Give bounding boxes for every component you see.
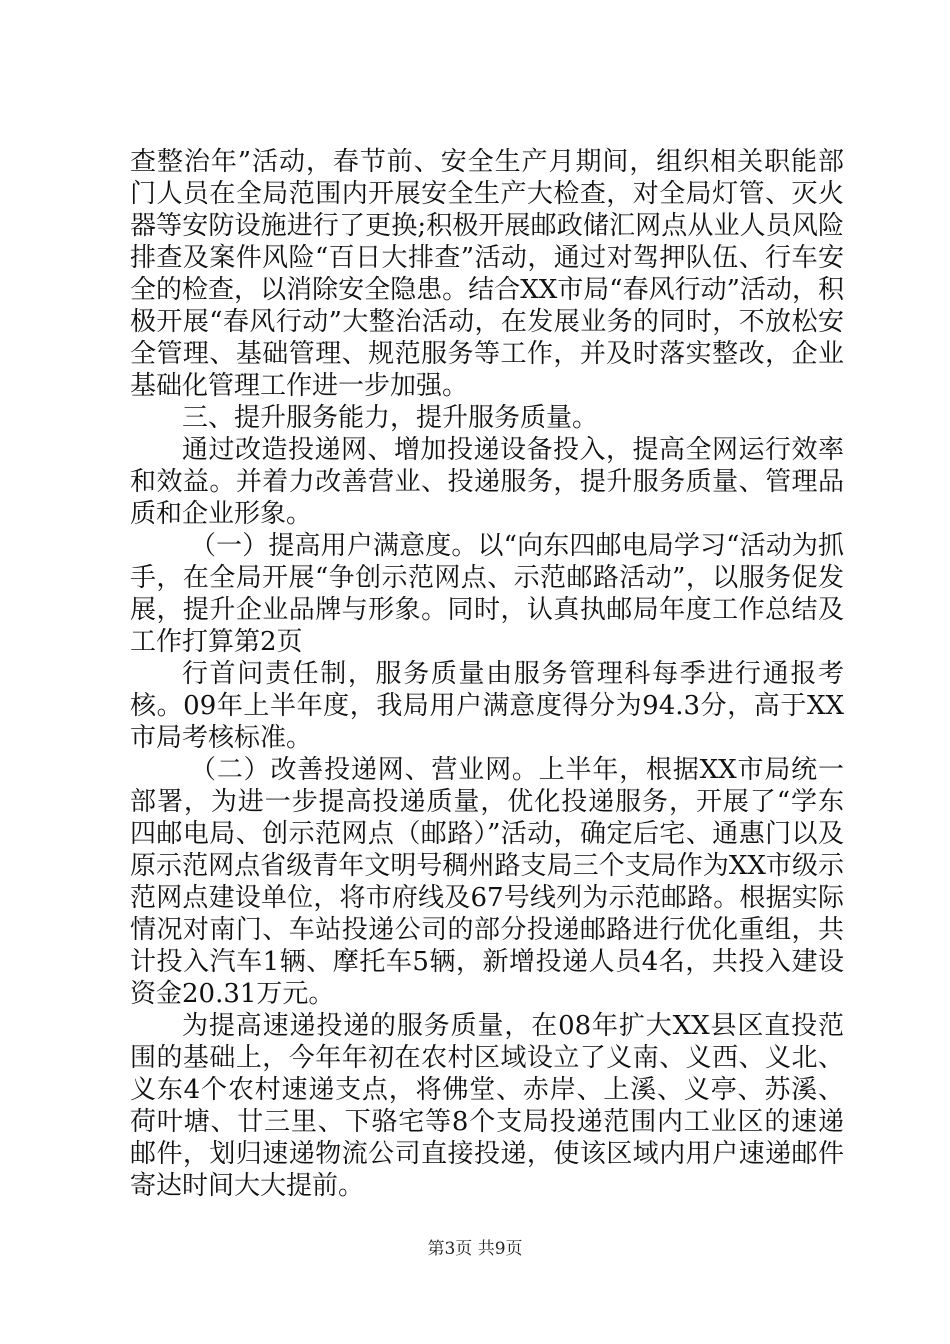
paragraph-network-improvement: （二）改善投递网、营业网。上半年，根据XX市局统一部署，为进一步提高投递质量，优化投递服务，开展了“学东四邮电局、创示范网点（邮路）”活动，确定后宅、通惠门以及原示范网点省级青年文明号稠州路支局三个支局作为XX市级示范网点建设单位，将市府线及67号线列为示范邮路。根据实际情况对南门、车站投递公司的部分投递邮路进行优化重组，共计投入汽车1辆、摩托车5辆，新增投递人员4名，共投入建设资金20.31万元。 — [130, 755, 844, 1009]
document-body — [130, 146, 844, 1202]
page-number-footer: 第3页 共9页 — [427, 1239, 523, 1259]
paragraph-responsibility-system: 行首问责任制，服务质量由服务管理科每季进行通报考核。09年上半年度，我局用户满意度得分为94.3分，高于XX市局考核标准。 — [130, 659, 844, 753]
paragraph-safety-inspection: 查整治年”活动，春节前、安全生产月期间，组织相关职能部门人员在全局范围内开展安全生产大检查，对全局灯管、灭火器等安防设施进行了更换;积极开展邮政储汇网点从业人员风险排查及案件风险“百日大排查”活动，通过对驾押队伍、行车安全的检查，以消除安全隐患。结合XX市局“春风行动”活动，积极开展“春风行动”大整治活动，在发展业务的同时，不放松安全管理、基础管理、规范服务等工作，并及时落实整改，企业基础化管理工作进一步加强。 — [130, 147, 844, 401]
paragraph-express-delivery: 为提高速递投递的服务质量，在08年扩大XX县区直投范围的基础上，今年年初在农村区域设立了义南、义西、义北、义东4个农村速递支点，将佛堂、赤岸、上溪、义亭、苏溪、荷叶塘、廿三里、下骆宅等8个支局投递范围内工业区的速递邮件，划归速递物流公司直接投递，使该区域内用户速递邮件寄达时间大大提前。 — [130, 1011, 844, 1201]
paragraph-user-satisfaction: （一）提高用户满意度。以“向东四邮电局学习“活动为抓手，在全局开展“争创示范网点、示范邮路活动”，以服务促发展，提升企业品牌与形象。同时，认真执邮局年度工作总结及工作打算第2页 — [130, 531, 844, 657]
paragraph-delivery-network: 通过改造投递网、增加投递设备投入，提高全网运行效率和效益。并着力改善营业、投递服务，提升服务质量、管理品质和企业形象。 — [130, 435, 844, 529]
section-heading-service: 三、提升服务能力，提升服务质量。 — [182, 403, 599, 433]
